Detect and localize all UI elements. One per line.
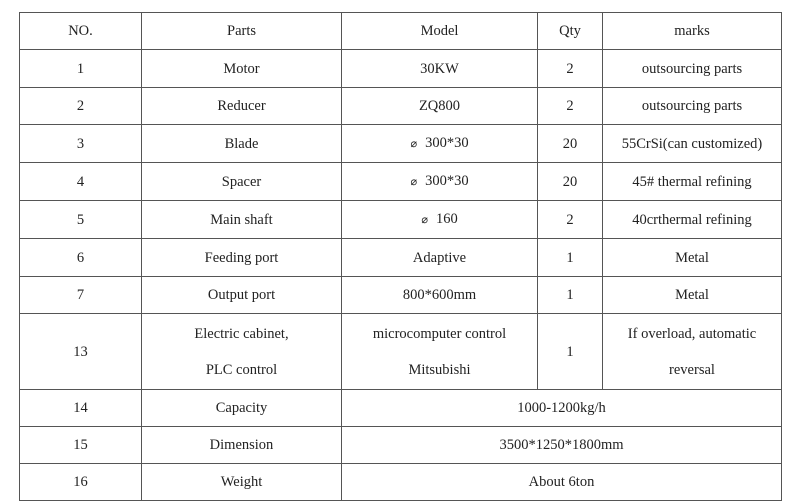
header-row	[20, 13, 782, 50]
row-part: Output port	[142, 277, 342, 314]
table-row	[20, 427, 782, 464]
row-no: 16	[20, 464, 142, 501]
row-model: ZQ800	[342, 88, 538, 125]
header-no: NO.	[20, 13, 142, 50]
row-no: 5	[20, 201, 142, 239]
row-value: 3500*1250*1800mm	[342, 427, 782, 464]
row-marks: outsourcing parts	[603, 88, 782, 125]
row-marks: 40crthermal refining	[603, 201, 782, 239]
table-row	[20, 50, 782, 88]
row-part: Feeding port	[142, 239, 342, 277]
row-marks: outsourcing parts	[603, 50, 782, 88]
row-part: Dimension	[142, 427, 342, 464]
row-part: Motor	[142, 50, 342, 88]
table-row	[20, 390, 782, 427]
table-row	[20, 163, 782, 201]
diameter-icon: ⌀	[410, 175, 418, 188]
header-qty: Qty	[538, 13, 603, 50]
table-row	[20, 464, 782, 501]
table-row	[20, 314, 782, 390]
table-row	[20, 201, 782, 239]
header-marks: marks	[603, 13, 782, 50]
row-marks	[603, 314, 782, 390]
spec-table	[19, 12, 782, 501]
row-marks: 55CrSi(can customized)	[603, 125, 782, 163]
row-qty: 20	[538, 163, 603, 201]
row-no: 14	[20, 390, 142, 427]
row-no: 4	[20, 163, 142, 201]
part-line: PLC control	[205, 361, 278, 378]
row-model	[342, 201, 538, 239]
table-row	[20, 88, 782, 125]
table-row	[20, 277, 782, 314]
row-part: Reducer	[142, 88, 342, 125]
model-value: 300*30	[425, 135, 469, 151]
row-part: Blade	[142, 125, 342, 163]
row-qty: 2	[538, 88, 603, 125]
header-parts: Parts	[142, 13, 342, 50]
row-marks: Metal	[603, 239, 782, 277]
row-no: 1	[20, 50, 142, 88]
model-value: 300*30	[425, 173, 469, 189]
marks-line: If overload, automatic	[627, 325, 757, 342]
row-qty: 2	[538, 201, 603, 239]
row-no: 13	[20, 314, 142, 390]
row-no: 15	[20, 427, 142, 464]
row-qty: 20	[538, 125, 603, 163]
marks-line: reversal	[669, 361, 715, 378]
row-qty: 1	[538, 314, 603, 390]
table-row	[20, 239, 782, 277]
row-model	[342, 163, 538, 201]
row-marks: Metal	[603, 277, 782, 314]
row-model	[342, 125, 538, 163]
row-model: 800*600mm	[342, 277, 538, 314]
header-model: Model	[342, 13, 538, 50]
diameter-icon: ⌀	[410, 137, 418, 150]
row-qty: 1	[538, 277, 603, 314]
row-part: Capacity	[142, 390, 342, 427]
table-row	[20, 125, 782, 163]
row-no: 3	[20, 125, 142, 163]
row-model: 30KW	[342, 50, 538, 88]
row-marks: 45# thermal refining	[603, 163, 782, 201]
row-part: Spacer	[142, 163, 342, 201]
row-value: About 6ton	[342, 464, 782, 501]
model-line: Mitsubishi	[408, 361, 471, 378]
model-line: microcomputer control	[372, 325, 507, 342]
diameter-icon: ⌀	[421, 213, 428, 226]
model-value: 160	[435, 211, 458, 227]
row-value: 1000-1200kg/h	[342, 390, 782, 427]
row-part: Main shaft	[142, 201, 342, 239]
row-no: 7	[20, 277, 142, 314]
part-line: Electric cabinet,	[194, 325, 289, 342]
row-no: 2	[20, 88, 142, 125]
row-qty: 2	[538, 50, 603, 88]
row-qty: 1	[538, 239, 603, 277]
row-part: Weight	[142, 464, 342, 501]
row-model	[342, 314, 538, 390]
row-model: Adaptive	[342, 239, 538, 277]
row-no: 6	[20, 239, 142, 277]
row-part	[142, 314, 342, 390]
